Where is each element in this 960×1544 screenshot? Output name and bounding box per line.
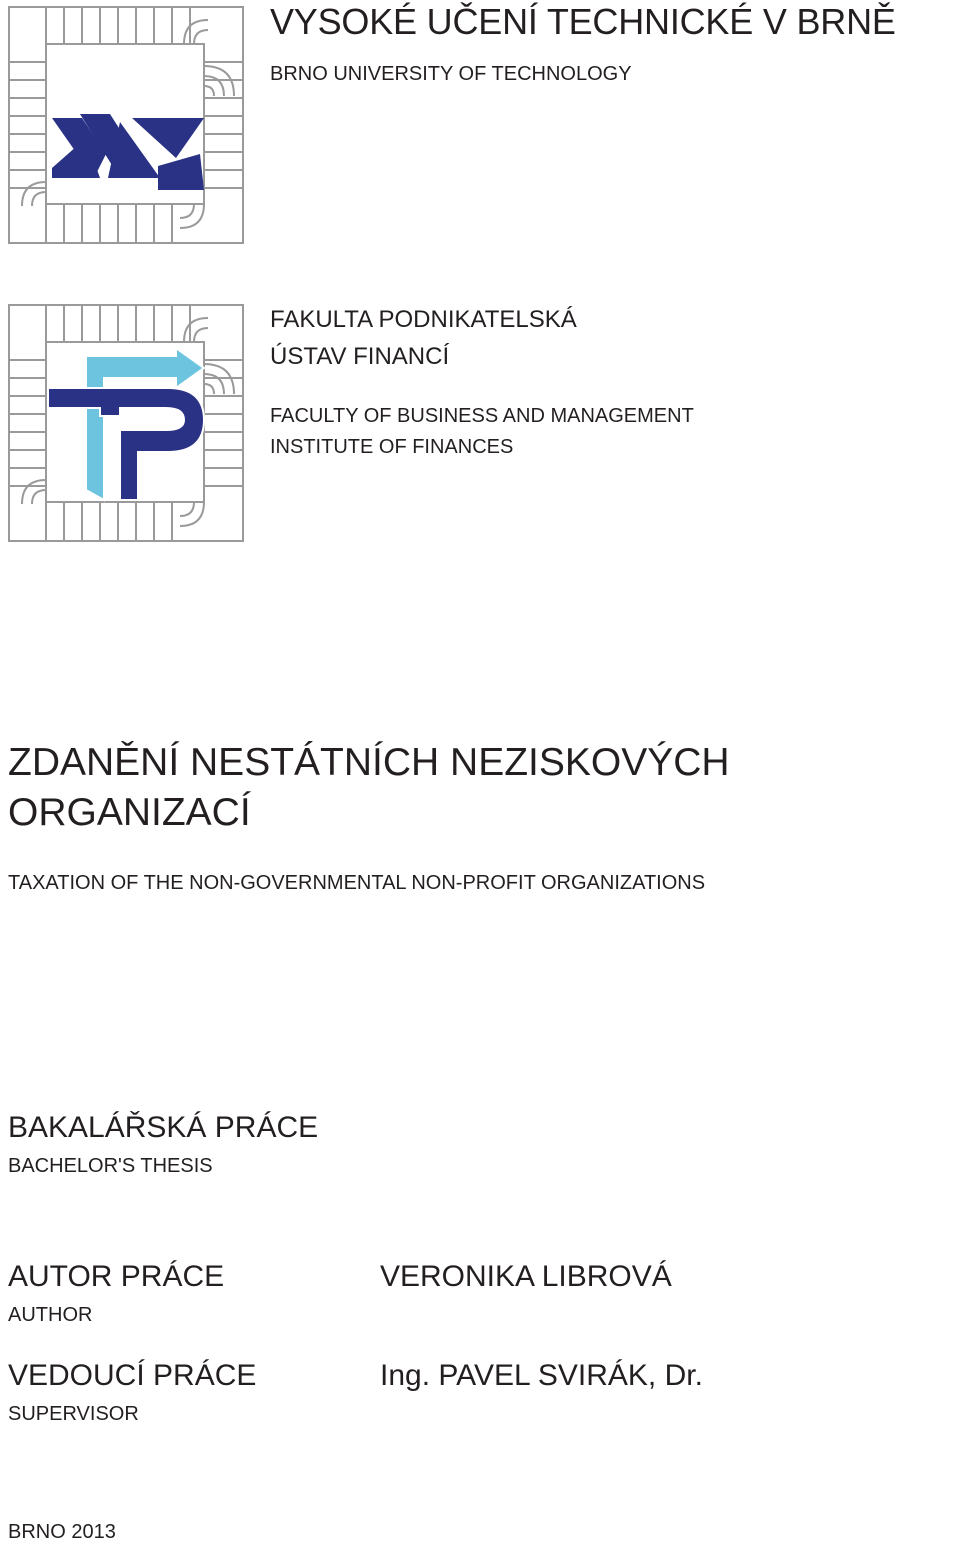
supervisor-label-en: SUPERVISOR xyxy=(8,1403,139,1425)
thesis-title-en: TAXATION OF THE NON-GOVERNMENTAL NON-PROFIT ORGANIZATIONS xyxy=(8,872,706,894)
supervisor-label-cz: VEDOUCÍ PRÁCE xyxy=(8,1359,257,1392)
thesis-title-cz: ZDANĚNÍ NESTÁTNÍCH NEZISKOVÝCH ORGANIZACÍ xyxy=(8,741,730,834)
author-label-cz: AUTOR PRÁCE xyxy=(8,1260,225,1293)
thesis-type-cz: BAKALÁŘSKÁ PRÁCE xyxy=(8,1111,319,1144)
university-name-cz: VYSOKÉ UČENÍ TECHNICKÉ V BRNĚ xyxy=(270,1,896,42)
place-year: BRNO 2013 xyxy=(8,1521,116,1543)
author-label-en: AUTHOR xyxy=(8,1304,93,1326)
faculty-name-cz: FAKULTA PODNIKATELSKÁ xyxy=(270,306,577,333)
thesis-type-en: BACHELOR'S THESIS xyxy=(8,1155,213,1177)
institute-name-cz: ÚSTAV FINANCÍ xyxy=(270,343,450,370)
supervisor-name: Ing. PAVEL SVIRÁK, Dr. xyxy=(380,1359,703,1392)
vut-logo-icon xyxy=(8,6,244,244)
author-name: VERONIKA LIBROVÁ xyxy=(380,1260,672,1293)
faculty-name-en: FACULTY OF BUSINESS AND MANAGEMENT xyxy=(270,405,694,427)
university-name-en: BRNO UNIVERSITY OF TECHNOLOGY xyxy=(270,63,632,85)
institute-name-en: INSTITUTE OF FINANCES xyxy=(270,436,514,458)
fp-logo-icon xyxy=(8,304,244,542)
